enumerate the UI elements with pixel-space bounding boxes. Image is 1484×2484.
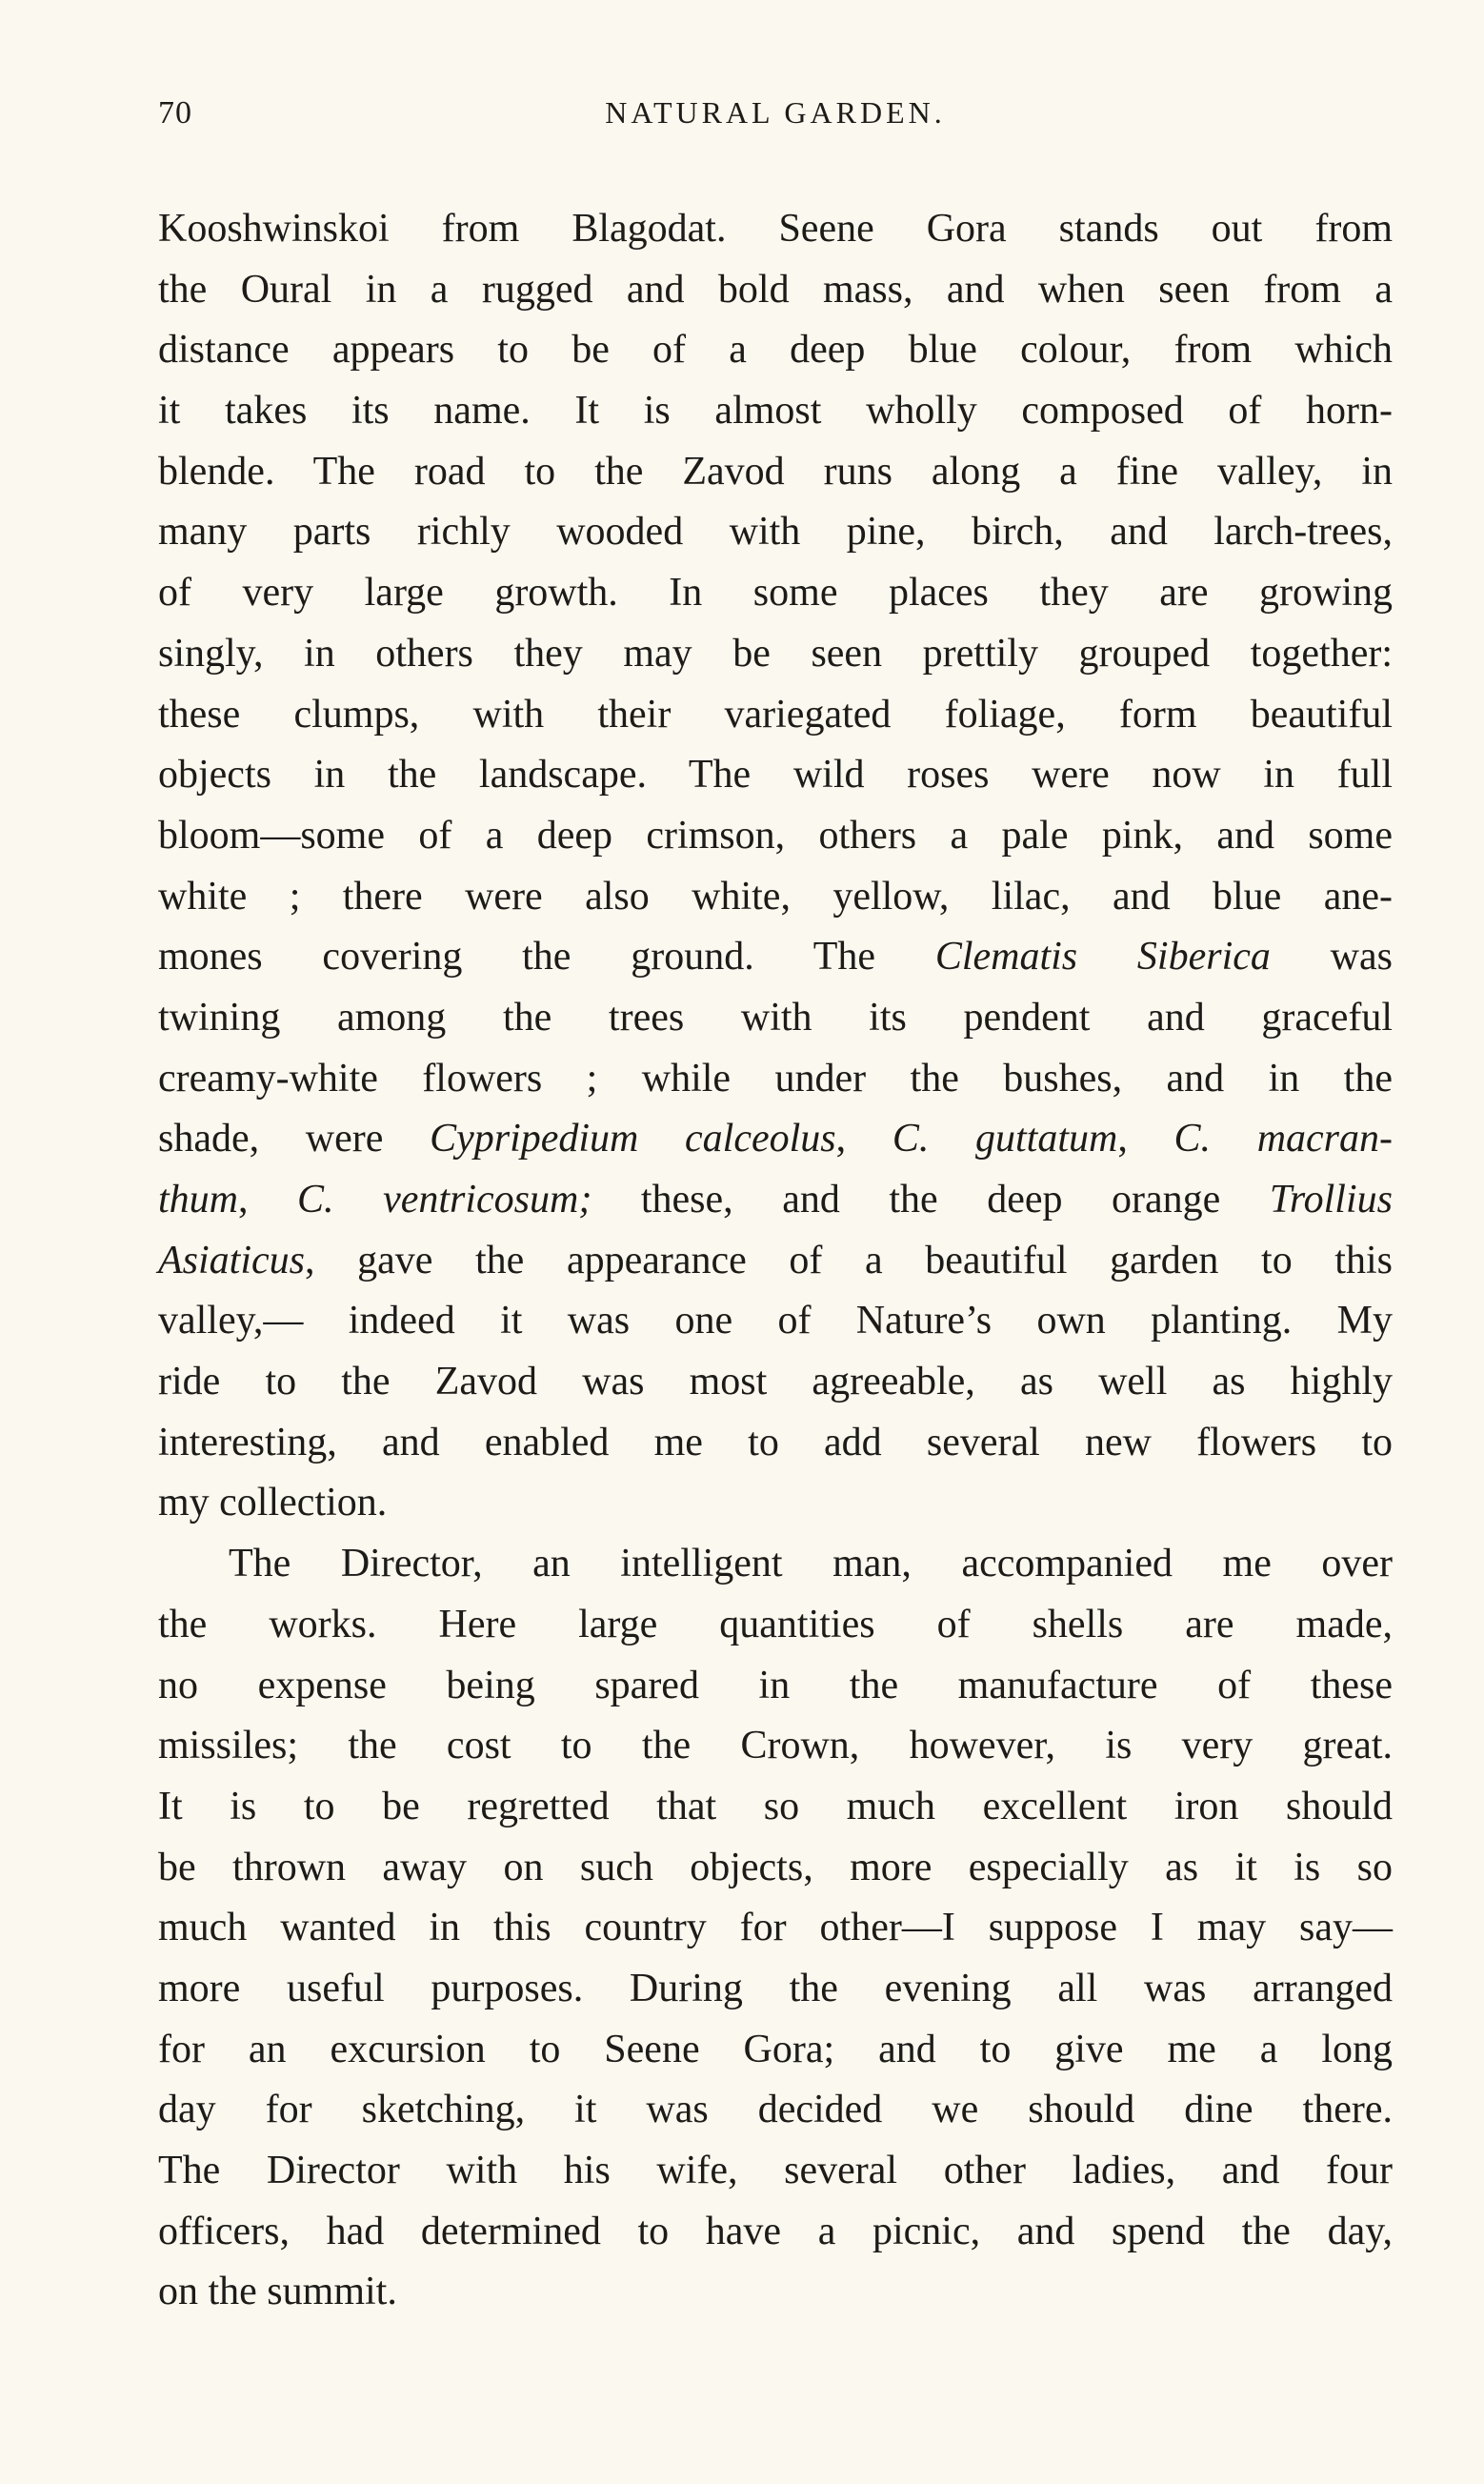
page-header — [158, 95, 1393, 143]
text-segment: be thrown away on such objects, more especially as it is so — [158, 1845, 1393, 1889]
text-line — [158, 988, 1393, 1049]
text-line — [158, 1473, 1393, 1534]
italic-text-segment: C. guttatum — [892, 1117, 1118, 1161]
text-line — [158, 199, 1393, 260]
text-line — [158, 1898, 1393, 1959]
italic-text-segment: thum — [158, 1178, 238, 1222]
text-segment: shade, were — [158, 1117, 431, 1161]
italic-text-segment: Asiaticus — [158, 1238, 305, 1282]
text-segment: the Oural in a rugged and bold mass, and when seen from a — [158, 267, 1393, 312]
text-line — [158, 1716, 1393, 1777]
text-line — [158, 1049, 1393, 1110]
paragraph — [158, 1534, 1393, 2323]
italic-text-segment: Clematis Siberica — [934, 935, 1271, 979]
text-segment: much wanted in this country for other—I suppose I may say— — [158, 1906, 1393, 1950]
paragraph — [158, 199, 1393, 1534]
text-line — [158, 624, 1393, 685]
text-line — [158, 1838, 1393, 1899]
text-line — [158, 867, 1393, 928]
text-segment: The Director with his wife, several other ladies, and four — [158, 2149, 1393, 2192]
text-segment: these, and the deep orange — [592, 1178, 1270, 1222]
text-line — [158, 381, 1393, 442]
text-line — [158, 806, 1393, 867]
text-line — [158, 2262, 1393, 2323]
running-head: NATURAL GARDEN. — [605, 95, 946, 130]
text-line — [158, 745, 1393, 806]
text-line — [158, 1959, 1393, 2020]
text-line — [158, 1595, 1393, 1656]
text-segment: many parts richly wooded with pine, birch, and larch-trees, — [158, 510, 1393, 555]
italic-text-segment: Cypripedium calceolus — [430, 1117, 836, 1161]
text-line — [158, 1170, 1393, 1231]
text-segment: white ; there were also white, yellow, lilac, and blue ane- — [158, 874, 1393, 919]
text-line — [158, 320, 1393, 381]
text-line — [158, 1413, 1393, 1474]
text-segment: my collection. — [158, 1481, 388, 1525]
text-segment: more useful purposes. During the evening all was arranged — [158, 1966, 1393, 2010]
italic-text-segment: C. ventricosum; — [297, 1178, 592, 1222]
text-segment: it takes its name. It is almost wholly composed of horn- — [158, 389, 1393, 434]
text-line — [158, 563, 1393, 624]
text-segment: day for sketching, it was decided we should dine there. — [158, 2088, 1393, 2132]
text-segment: on the summit. — [158, 2270, 397, 2314]
text-segment: of very large growth. In some places they are growing — [158, 571, 1393, 616]
text-segment: these clumps, with their variegated foliage, form beautiful — [158, 692, 1393, 737]
italic-text-segment: Trollius — [1269, 1178, 1393, 1222]
text-line — [158, 260, 1393, 321]
text-segment: objects in the landscape. The wild roses were now in full — [158, 753, 1393, 798]
text-segment: ride to the Zavod was most agreeable, as well as highly — [158, 1360, 1393, 1404]
text-line — [158, 1231, 1393, 1292]
text-segment: singly, in others they may be seen prettily grouped together: — [158, 631, 1393, 676]
text-line — [158, 2020, 1393, 2081]
text-segment: missiles; the cost to the Crown, however, is very great. — [158, 1724, 1393, 1768]
text-segment: , gave the appearance of a beautiful garden to this — [305, 1238, 1393, 1282]
text-segment: , — [238, 1178, 298, 1222]
body-text — [158, 199, 1393, 2323]
text-line — [158, 927, 1393, 988]
text-segment: for an excursion to Seene Gora; and to give me a long — [158, 2027, 1393, 2071]
text-segment: mones covering the ground. The — [158, 935, 935, 979]
text-segment: , — [835, 1117, 892, 1161]
text-segment: interesting, and enabled me to add several new flowers to — [158, 1420, 1393, 1464]
text-segment: twining among the trees with its pendent and graceful — [158, 995, 1393, 1040]
text-line — [158, 685, 1393, 746]
text-line — [158, 1291, 1393, 1352]
page-number: 70 — [158, 95, 192, 131]
text-segment: distance appears to be of a deep blue colour, from which — [158, 328, 1393, 373]
text-segment: Kooshwinskoi from Blagodat. Seene Gora stands out from — [158, 207, 1393, 251]
text-segment: , — [1117, 1117, 1174, 1161]
text-line — [158, 1109, 1393, 1170]
text-segment: the works. Here large quantities of shells are made, — [158, 1602, 1393, 1646]
text-line — [158, 1656, 1393, 1717]
text-line — [158, 1777, 1393, 1838]
text-segment: was — [1270, 935, 1393, 979]
text-line — [158, 502, 1393, 563]
text-line — [158, 2141, 1393, 2202]
text-line — [158, 2080, 1393, 2141]
text-line — [158, 442, 1393, 503]
text-segment: The Director, an intelligent man, accompanied me over — [229, 1542, 1393, 1586]
text-segment: creamy-white flowers ; while under the bushes, and in the — [158, 1056, 1393, 1101]
text-segment: valley,— indeed it was one of Nature’s own planting. My — [158, 1299, 1393, 1343]
italic-text-segment: C. macran- — [1173, 1117, 1394, 1161]
text-segment: bloom—some of a deep crimson, others a pale pink, and some — [158, 813, 1393, 858]
text-segment: no expense being spared in the manufacture of these — [158, 1663, 1393, 1707]
text-segment: It is to be regretted that so much excellent iron should — [158, 1784, 1393, 1828]
text-segment: officers, had determined to have a picnic, and spend the day, — [158, 2209, 1393, 2253]
text-line — [158, 1352, 1393, 1413]
text-segment: blende. The road to the Zavod runs along a fine valley, in — [158, 449, 1393, 494]
text-line — [158, 2202, 1393, 2263]
text-line — [158, 1534, 1393, 1595]
